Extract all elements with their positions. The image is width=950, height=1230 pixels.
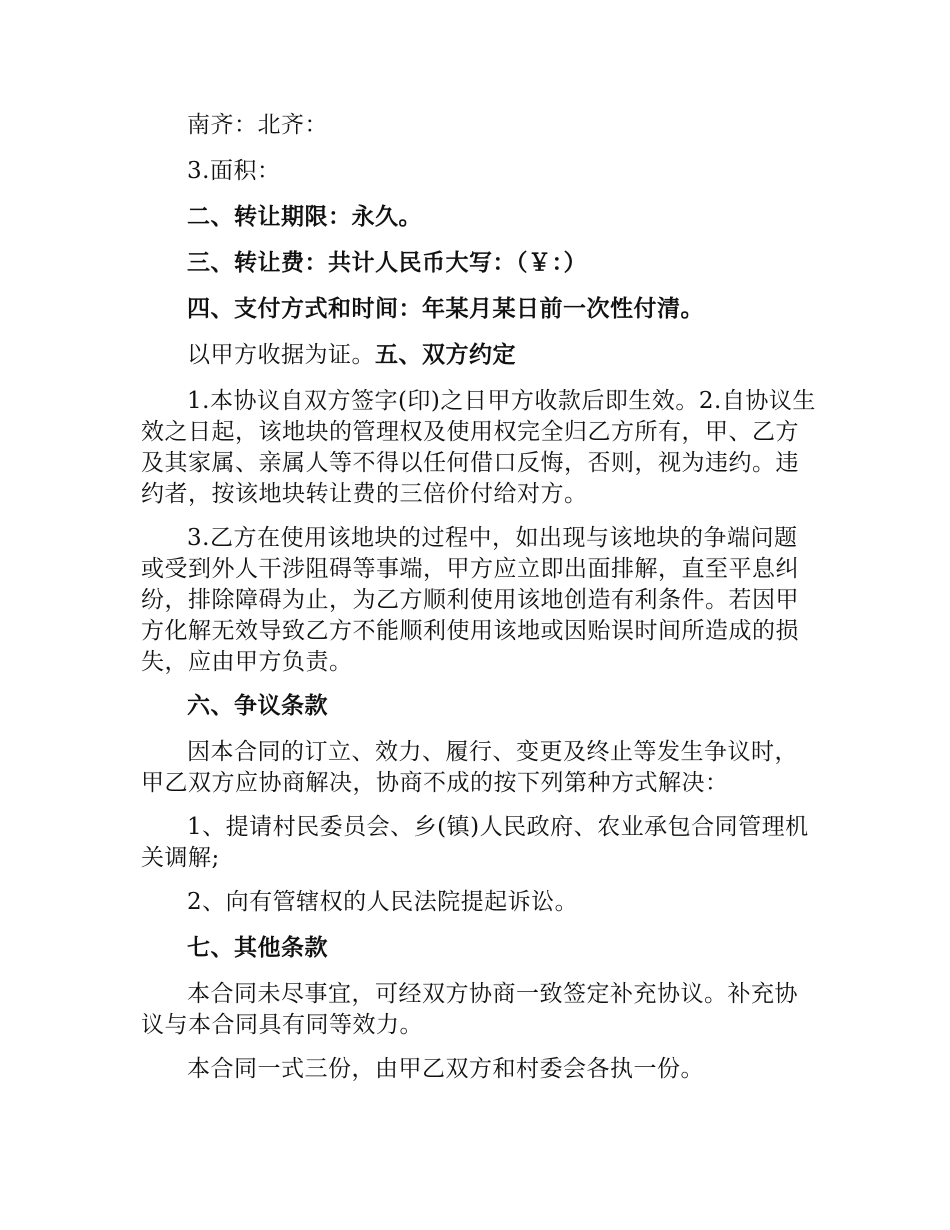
receipt-text: 以甲方收据为证。 (187, 342, 375, 368)
other-paragraph-2: 本合同一式三份，由甲乙双方和村委会各执一份。 (187, 1056, 704, 1082)
document-body (141, 110, 816, 1085)
section-heading-agreement: 五、双方约定 (375, 342, 516, 368)
receipt-line (141, 340, 816, 371)
clause-paragraph-3: 3.乙方在使用该地块的过程中，如出现与该地块的争端问题或受到外人干涉阻碍等事端，甲方应立即出面排解，直至平息纠纷，排除障碍为止，为乙方顺利使用该地创造有利条件。若因甲方化解无效导致乙方不能顺利使用该地或因贻误时间所造成的损失，应由甲方负责。 (141, 525, 799, 675)
section-heading-payment: 四、支付方式和时间：年某月某日前一次性付清。 (187, 296, 704, 322)
dispute-option-1: 1、提请村民委员会、乡(镇)人民政府、农业承包合同管理机关调解; (141, 814, 809, 871)
section-heading-other: 七、其他条款 (187, 935, 328, 961)
other-paragraph-1: 本合同未尽事宜，可经双方协商一致签定补充协议。补充协议与本合同具有同等效力。 (141, 981, 798, 1038)
section-heading-dispute: 六、争议条款 (187, 693, 328, 719)
section-heading-term: 二、转让期限：永久。 (187, 204, 422, 230)
dispute-paragraph: 因本合同的订立、效力、履行、变更及终止等发生争议时，甲乙双方应协商解决，协商不成的按下列第种方式解决： (141, 739, 798, 796)
dispute-option-2: 2、向有管辖权的人民法院提起诉讼。 (187, 889, 579, 915)
clause-paragraph-1-2: 1.本协议自双方签字(印)之日甲方收款后即生效。2.自协议生效之日起，该地块的管理权及使用权完全归乙方所有，甲、乙方及其家属、亲属人等不得以任何借口反悔，否则，视为违约。违约者，按该地块转让费的三倍价付给对方。 (141, 388, 816, 507)
boundary-line: 南齐：北齐： (187, 112, 328, 138)
area-line: 3.面积： (187, 158, 281, 184)
section-heading-fee: 三、转让费：共计人民币大写：（￥：） (187, 250, 587, 276)
